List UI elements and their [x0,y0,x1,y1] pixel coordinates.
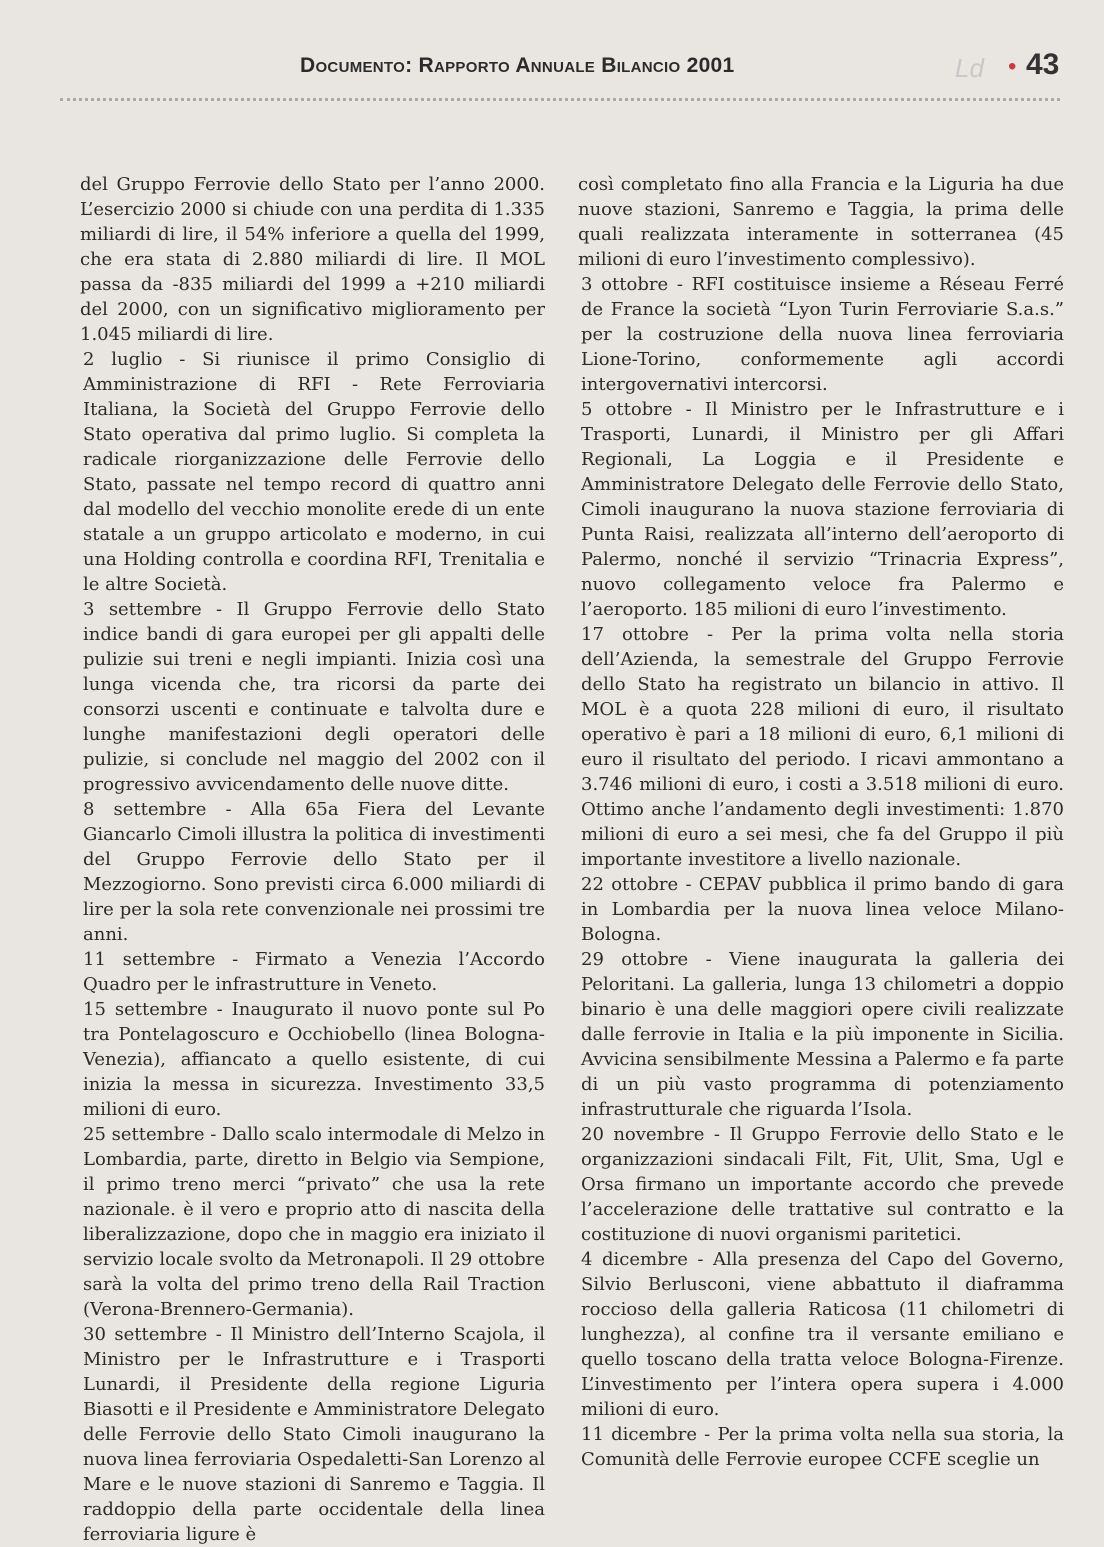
chronology-entry [578,622,1064,872]
entry-text: - Il Ministro per le Infrastrutture e i Trasporti, Lunardi, il Ministro per gli Affari Regionali, La Loggia e il Presidente e Amministratore Delegato delle Ferrovie dello Stato, Cimoli inaugurano la nuova stazione ferroviaria di Punta Raisi, realizzata all’interno dell’aeroporto di Palermo, nonché il servizio “Trinacria Express”, nuovo collegamento veloce fra Palermo e l’aeroporto. 185 milioni di euro l’investimento. [581,399,1064,620]
entry-text: - CEPAV pubblica il primo bando di gara in Lombardia per la nuova linea veloce Milano-Bologna. [581,874,1064,945]
chronology-entry [80,347,545,597]
entry-text: - Si riunisce il primo Consiglio di Amministrazione di RFI - Rete Ferroviaria Italiana, la Società del Gruppo Ferrovie dello Stato operativa dal primo luglio. Si completa la radicale riorganizzazione delle Ferrovie dello Stato, passate nel tempo record di quattro anni dal modello del vecchio monolite erede di un ente statale a un gruppo articolato e moderno, in cui una Holding controlla e coordina RFI, Trenitalia e le altre Società. [83,349,545,595]
entry-date: 5 ottobre [581,399,673,420]
entry-date: 3 settembre [83,599,202,620]
entry-date: 2 luglio [83,349,163,370]
entry-date: 4 dicembre [581,1249,688,1270]
document-title: Documento: Rapporto Annuale Bilancio 2001 [300,54,735,77]
entry-date: 17 ottobre [581,624,689,645]
chronology-entry [578,397,1064,622]
magazine-logo [955,48,984,85]
entry-date: 25 settembre [83,1124,205,1145]
entry-text: - Viene inaugurata la galleria dei Peloritani. La galleria, lunga 13 chilometri a doppio binario è una delle maggiori opere civili realizzate dalle ferrovie in Italia e la più imponente in Sicilia. Avvicina sensibilmente Messina a Palermo e fa parte di un più vasto programma di potenziamento infrastrutturale che riguarda l’Isola. [581,949,1064,1120]
chronology-entry [80,947,545,997]
chronology-entry [578,1247,1064,1422]
page-number: 43 [1026,48,1060,81]
chronology-entry [578,1122,1064,1247]
chronology-entry [80,1322,545,1547]
chronology-entry [578,1422,1064,1472]
entry-text: - Il Gruppo Ferrovie dello Stato e le organizzazioni sindacali Filt, Fit, Ulit, Sma, Ugl e Orsa firmano un importante accordo che prevede l’accelerazione delle trattative sul contratto e la costituzione di nuovi organismi paritetici. [581,1124,1064,1245]
entry-text: - Il Gruppo Ferrovie dello Stato indice bandi di gara europei per gli appalti delle pulizie sui treni e negli impianti. Inizia così una lunga vicenda che, tra ricorsi da parte dei consorzi uscenti e continuate e talvolta dure e lunghe manifestazioni degli operatori delle pulizie, si conclude nel maggio del 2002 con il progressivo avvicendamento delle nuove ditte. [83,599,545,795]
entry-text: - RFI costituisce insieme a Réseau Ferré de France la società “Lyon Turin Ferroviarie S.a.s.” per la costruzione della nuova linea ferroviaria Lione-Torino, conformemente agli accordi intergovernativi intercorsi. [581,274,1065,395]
header-bullet-separator: • [1008,53,1017,80]
chronology-entry [578,272,1064,397]
logo-text: Ld [955,53,984,83]
chronology-entry [578,872,1064,947]
entry-text: - Inaugurato il nuovo ponte sul Po tra Pontelagoscuro e Occhiobello (linea Bologna-Venezia), affiancato a quello esistente, di cui inizia la messa in sicurezza. Investimento 33,5 milioni di euro. [83,999,545,1120]
chronology-entry [80,1122,545,1322]
page-header [60,46,1060,96]
entry-date: 11 dicembre [581,1424,697,1445]
entry-date: 15 settembre [83,999,208,1020]
entry-date: 8 settembre [83,799,207,820]
chronology-entry [80,797,545,947]
chronology-entry [80,997,545,1122]
entry-date: 22 ottobre [581,874,679,895]
entry-text: - Alla 65a Fiera del Levante Giancarlo Cimoli illustra la politica di investimenti del Gruppo Ferrovie dello Stato per il Mezzogiorno. Sono previsti circa 6.000 miliardi di lire per la sola rete convenzionale nei prossimi tre anni. [83,799,545,945]
right-column [578,172,1064,1472]
chronology-entry [80,597,545,797]
chronology-entry [578,947,1064,1122]
entry-text: - Firmato a Venezia l’Accordo Quadro per le infrastrutture in Veneto. [83,949,545,995]
entry-text: - Il Ministro dell’Interno Scajola, il Ministro per le Infrastrutture e i Trasporti Lunardi, il Presidente della regione Liguria Biasotti e il Presidente e Amministratore Delegato delle Ferrovie dello Stato Cimoli inaugurano la nuova linea ferroviaria Ospedaletti-San Lorenzo al Mare e le nuove stazioni di Sanremo e Taggia. Il raddoppio della parte occidentale della linea ferroviaria ligure è [83,1324,545,1545]
entry-date: 11 settembre [83,949,216,970]
entry-text: - Per la prima volta nella storia dell’Azienda, la semestrale del Gruppo Ferrovie dello Stato ha registrato un bilancio in attivo. Il MOL è a quota 228 milioni di euro, il risultato operativo è pari a 18 milioni di euro, 6,1 milioni di euro il risultato del periodo. I ricavi ammontano a 3.746 milioni di euro, i costi a 3.518 milioni di euro. Ottimo anche l’andamento degli investimenti: 1.870 milioni di euro a sei mesi, che fa del Gruppo il più importante investitore a livello nazionale. [581,624,1065,870]
entry-text: - Dallo scalo intermodale di Melzo in Lombardia, parte, diretto in Belgio via Sempione, il primo treno merci “privato” che usa la rete nazionale. è il vero e proprio atto di nascita della liberalizzazione, dopo che in maggio era iniziato il servizio locale svolto da Metronapoli. Il 29 ottobre sarà la volta del primo treno della Rail Traction (Verona-Brennero-Germania). [83,1124,545,1320]
header-dotted-divider [60,98,1060,101]
right-column-intro: così completato fino alla Francia e la Liguria ha due nuove stazioni, Sanremo e Taggia, la prima delle quali realizzata interamente in sotterranea (45 milioni di euro l’investimento complessivo). [578,174,1064,270]
entry-date: 30 settembre [83,1324,208,1345]
entry-text: - Alla presenza del Capo del Governo, Silvio Berlusconi, viene abbattuto il diaframma roccioso della galleria Raticosa (11 chilometri di lunghezza), al confine tra il versante emiliano e quello toscano della tratta veloce Bologna-Firenze. L’investimento per l’intera opera supera i 4.000 milioni di euro. [581,1249,1064,1420]
left-column-intro: del Gruppo Ferrovie dello Stato per l’anno 2000. L’esercizio 2000 si chiude con una perdita di 1.335 miliardi di lire, il 54% inferiore a quella del 1999, che era stata di 2.880 miliardi di lire. Il MOL passa da -835 miliardi del 1999 a +210 miliardi del 2000, con un significativo miglioramento per 1.045 miliardi di lire. [80,174,545,345]
entry-date: 3 ottobre [581,274,669,295]
entry-text: - Per la prima volta nella sua storia, la Comunità delle Ferrovie europee CCFE sceglie un [581,1424,1064,1470]
left-column [80,172,545,1547]
entry-date: 20 novembre [581,1124,705,1145]
entry-date: 29 ottobre [581,949,689,970]
